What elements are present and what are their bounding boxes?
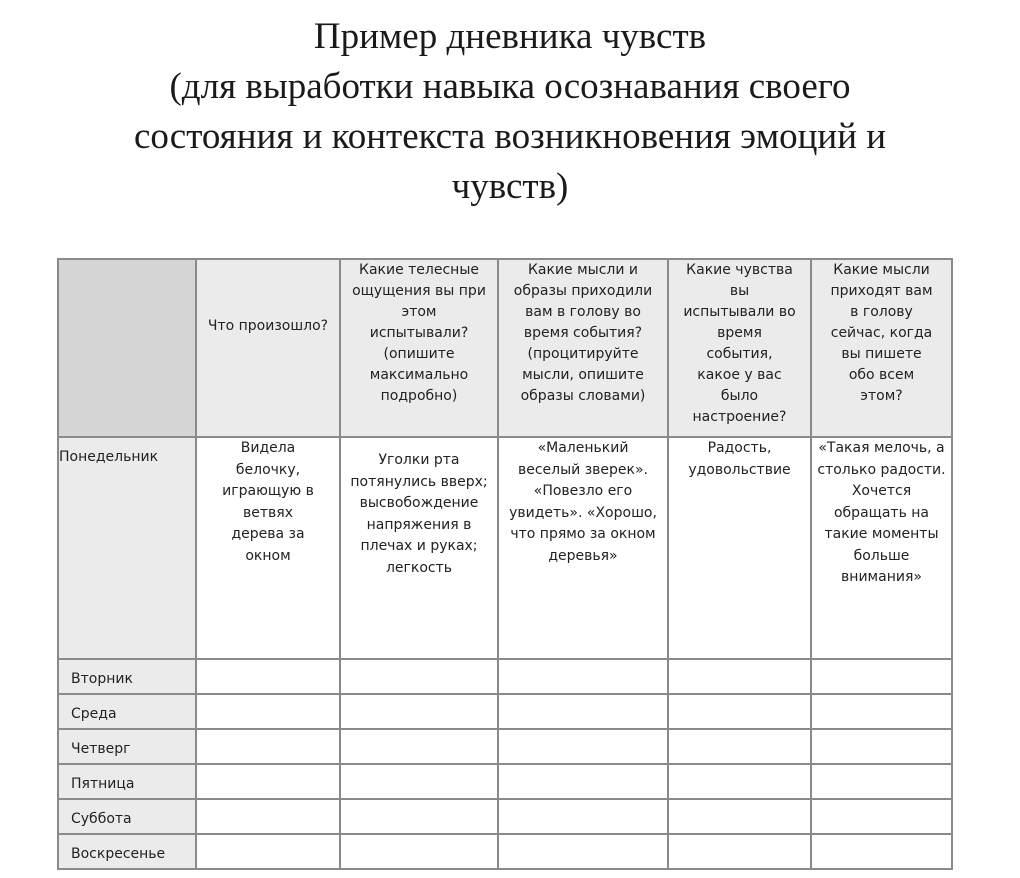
empty-cell bbox=[196, 659, 340, 694]
monday-body-sensations: Уголки рта потянулись вверх; высвобождение напряжения в плечах и руках; легкость bbox=[340, 437, 498, 659]
empty-cell bbox=[340, 694, 498, 729]
day-label: Четверг bbox=[58, 729, 196, 764]
empty-cell bbox=[668, 729, 811, 764]
empty-cell bbox=[498, 834, 668, 869]
table-row bbox=[58, 659, 952, 694]
header-thoughts-images: Какие мысли и образы приходили вам в голову во время события? (процитируйте мысли, опишите образы словами) bbox=[498, 259, 668, 437]
empty-cell bbox=[340, 834, 498, 869]
empty-cell bbox=[340, 799, 498, 834]
empty-cell bbox=[498, 799, 668, 834]
empty-cell bbox=[811, 729, 952, 764]
empty-cell bbox=[811, 799, 952, 834]
empty-cell bbox=[668, 834, 811, 869]
header-row bbox=[58, 259, 952, 437]
title-line: (для выработки навыка осознавания своего bbox=[169, 66, 851, 107]
empty-cell bbox=[196, 764, 340, 799]
header-body-sensations: Какие телесные ощущения вы при этом испытывали? (опишите максимально подробно) bbox=[340, 259, 498, 437]
feelings-diary-table bbox=[57, 258, 953, 870]
table-row bbox=[58, 834, 952, 869]
table-row bbox=[58, 799, 952, 834]
day-label: Понедельник bbox=[58, 437, 196, 659]
monday-what-happened: Видела белочку, играющую в ветвях дерева за окном bbox=[196, 437, 340, 659]
empty-cell bbox=[340, 729, 498, 764]
day-label: Среда bbox=[58, 694, 196, 729]
empty-cell bbox=[668, 659, 811, 694]
page-title bbox=[0, 12, 1020, 212]
day-label: Суббота bbox=[58, 799, 196, 834]
empty-cell bbox=[196, 799, 340, 834]
empty-cell bbox=[498, 694, 668, 729]
day-label: Воскресенье bbox=[58, 834, 196, 869]
empty-cell bbox=[498, 729, 668, 764]
table-row bbox=[58, 729, 952, 764]
monday-thoughts-now: «Такая мелочь, а столько радости. Хочется обращать на такие моменты больше внимания» bbox=[811, 437, 952, 659]
empty-cell bbox=[668, 799, 811, 834]
day-label: Пятница bbox=[58, 764, 196, 799]
table-row bbox=[58, 764, 952, 799]
header-what-happened: Что произошло? bbox=[196, 259, 340, 437]
day-label: Вторник bbox=[58, 659, 196, 694]
corner-cell bbox=[58, 259, 196, 437]
empty-cell bbox=[340, 764, 498, 799]
empty-cell bbox=[668, 764, 811, 799]
empty-cell bbox=[811, 764, 952, 799]
empty-cell bbox=[196, 729, 340, 764]
empty-cell bbox=[196, 694, 340, 729]
title-line: состояния и контекста возникновения эмоций и bbox=[133, 116, 887, 157]
empty-cell bbox=[811, 659, 952, 694]
table-row bbox=[58, 437, 952, 659]
empty-cell bbox=[811, 694, 952, 729]
monday-thoughts-images: «Маленький веселый зверек». «Повезло его увидеть». «Хорошо, что прямо за окном деревья» bbox=[498, 437, 668, 659]
empty-cell bbox=[498, 764, 668, 799]
monday-feelings: Радость, удовольствие bbox=[668, 437, 811, 659]
header-thoughts-now: Какие мысли приходят вам в голову сейчас, когда вы пишете обо всем этом? bbox=[811, 259, 952, 437]
title-line: чувств) bbox=[451, 166, 569, 207]
empty-cell bbox=[811, 834, 952, 869]
empty-cell bbox=[668, 694, 811, 729]
title-line: Пример дневника чувств bbox=[313, 16, 707, 57]
empty-cell bbox=[340, 659, 498, 694]
empty-cell bbox=[498, 659, 668, 694]
header-feelings: Какие чувства вы испытывали во время события, какое у вас было настроение? bbox=[668, 259, 811, 437]
empty-cell bbox=[196, 834, 340, 869]
table-row bbox=[58, 694, 952, 729]
